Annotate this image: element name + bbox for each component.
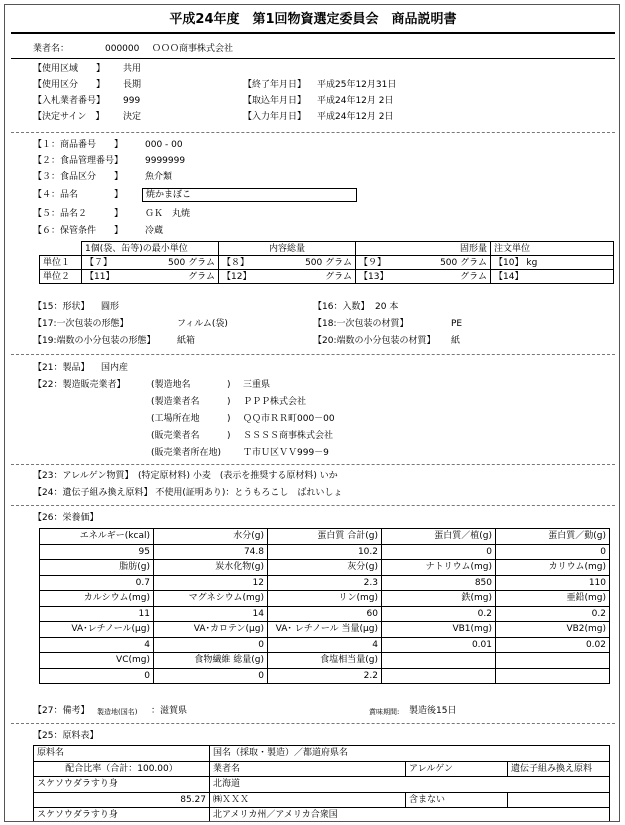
document-page <box>4 4 620 822</box>
table-header-cell: 1個(袋、缶等)の最小単位 <box>82 242 219 256</box>
expiry-value: 製造後15日 <box>409 706 457 716</box>
nutrient-value: 0 <box>496 544 610 560</box>
nutrition-value-row <box>40 575 610 591</box>
maker-row-value: ＳＳＳＳ商事株式会社 <box>243 431 334 441</box>
nutrient-label: VC(mg) <box>40 653 154 669</box>
product-code-label: 【１：商品番号 】 <box>33 140 124 150</box>
table-header-cell: 遺伝子組み換え原料 <box>508 761 610 777</box>
table-cell: 【13】 <box>356 270 411 284</box>
inner-form-value: フィルム(袋) <box>177 319 228 329</box>
table-cell: グラム <box>411 270 491 284</box>
use-class-label: 【使用区分 】 <box>33 80 106 90</box>
table-cell: 【14】 <box>491 270 614 284</box>
shape-label: 【15：形状】 <box>33 302 90 312</box>
table-cell: 含まない <box>406 792 508 808</box>
nutrient-value: 60 <box>268 606 382 622</box>
maker-row-paren: ) <box>227 380 231 390</box>
remarks-origin-value: ：滋賀県 <box>151 706 188 716</box>
nutrient-label: マグネシウム(mg) <box>154 591 268 607</box>
decision-label: 【決定サイン 】 <box>33 112 105 122</box>
inner-form-label: 【17:一次包装の形態】 <box>33 319 129 329</box>
unit-table <box>39 241 614 284</box>
origin-label: 【21：製品】 <box>33 363 90 373</box>
nutrition-label-row <box>40 591 610 607</box>
nutrition-label-row <box>40 560 610 576</box>
nutrient-label: VA･カロテン(μg) <box>154 622 268 638</box>
nutrient-value: 0.2 <box>382 606 496 622</box>
shape-value: 圓形 <box>101 302 120 312</box>
nutrient-label: カルシウム(mg) <box>40 591 154 607</box>
outer-form-label: 【19:端数の小分包装の形態】 <box>33 336 156 346</box>
nutrient-label: VA･レチノール(μg) <box>40 622 154 638</box>
divider <box>11 723 615 724</box>
count-label: 【16：入数】 <box>313 302 370 312</box>
maker-row-key: (販売業者所在地) <box>151 448 222 458</box>
nutrient-value: 0.02 <box>496 637 610 653</box>
maker-row-value: 三重県 <box>243 380 271 390</box>
nutrient-value: 4 <box>268 637 382 653</box>
table-header-cell: 注文単位 <box>491 242 614 256</box>
table-cell: 【11】 <box>82 270 137 284</box>
nutrient-value <box>496 668 610 684</box>
table-cell: 【８】 <box>219 256 274 270</box>
inner-material-label: 【18:一次包装の材質】 <box>313 319 409 329</box>
title-rule <box>11 32 615 34</box>
food-category-value: 魚介類 <box>145 172 173 182</box>
page-title: 平成24年度 第1回物資選定委員会 商品説明書 <box>169 12 457 27</box>
input-date-value: 平成24年12月 2日 <box>317 112 394 122</box>
nutrition-value-row <box>40 606 610 622</box>
decision-value: 決定 <box>123 112 142 122</box>
nutrient-label <box>382 653 496 669</box>
gmo-line: 【24：遺伝子組み換え原料】 不使用(証明あり)：とうもろこし ばれいしょ <box>33 488 343 498</box>
storage-label: 【６：保管条件 】 <box>33 226 124 236</box>
allergen-line: 【23：アレルゲン物質】 (特定原材料) 小麦 (表示を推奨する原材料) いか <box>33 471 338 481</box>
product-code-value: 000 - 00 <box>145 140 183 150</box>
table-cell: 【７】 <box>82 256 137 270</box>
nutrient-value: 110 <box>496 575 610 591</box>
divider <box>11 354 615 355</box>
table-cell: グラム <box>274 270 356 284</box>
table-cell <box>508 792 610 808</box>
nutrition-table <box>39 528 610 684</box>
receive-date-label: 【取込年月日】 <box>243 96 307 106</box>
maker-row-value: ＱＱ市ＲＲ町000－00 <box>243 414 335 424</box>
nutrient-value: 0.7 <box>40 575 154 591</box>
table-cell: スケソウダラすり身 <box>34 808 210 823</box>
nutrient-label: リン(mg) <box>268 591 382 607</box>
nutrient-label: VB2(mg) <box>496 622 610 638</box>
outer-material-label: 【20:端数の小分包装の材質】 <box>313 336 436 346</box>
table-header-cell: 固形量 <box>356 242 491 256</box>
table-cell: 北アメリカ州／アメリカ合衆国 <box>210 808 610 823</box>
nutrient-value: 2.2 <box>268 668 382 684</box>
table-row <box>40 270 614 284</box>
nutrient-label: エネルギー(kcal) <box>40 529 154 545</box>
table-cell: 単位１ <box>40 256 82 270</box>
nutrient-label: 脂肪(g) <box>40 560 154 576</box>
table-cell: 北海道 <box>210 777 610 793</box>
table-header-cell: アレルゲン <box>406 761 508 777</box>
table-cell: 単位２ <box>40 270 82 284</box>
nutrient-label: 鉄(mg) <box>382 591 496 607</box>
nutrition-value-row <box>40 637 610 653</box>
nutrient-label: 食物繊維 総量(g) <box>154 653 268 669</box>
nutrient-value: 74.8 <box>154 544 268 560</box>
table-cell: ㈱ＸＸＸ <box>210 792 406 808</box>
divider <box>11 505 615 506</box>
nutrition-label-row <box>40 529 610 545</box>
inner-material-value: PE <box>451 319 463 329</box>
outer-material-value: 紙 <box>451 336 461 346</box>
product-name-label: 【４：品名 】 <box>33 190 124 200</box>
table-header-cell: 内容総量 <box>219 242 356 256</box>
table-cell <box>40 242 82 256</box>
receive-date-value: 平成24年12月 2日 <box>317 96 394 106</box>
nutrition-title: 【26：栄養価】 <box>33 513 99 523</box>
unit-table-header <box>40 242 614 256</box>
table-row <box>34 746 610 762</box>
product-name2-label: 【５：品名２ 】 <box>33 209 124 219</box>
nutrient-value: 0 <box>382 544 496 560</box>
table-cell: 500 グラム <box>274 256 356 270</box>
maker-row-paren: ) <box>227 414 231 424</box>
nutrition-label-row <box>40 622 610 638</box>
count-value: 20 本 <box>375 302 399 312</box>
nutrient-value: 11 <box>40 606 154 622</box>
maker-row-value: Ｔ市Ｕ区ＶＶ999－9 <box>243 448 329 458</box>
table-header-cell: 配合比率（合計：100.00） <box>34 761 210 777</box>
origin-value: 国内産 <box>101 363 129 373</box>
nutrition-label-row <box>40 653 610 669</box>
mgmt-no-label: 【２：食品管理番号】 <box>33 156 124 166</box>
divider <box>11 58 615 59</box>
table-row <box>34 761 610 777</box>
maker-row-paren: ) <box>227 397 231 407</box>
nutrient-value <box>382 668 496 684</box>
remarks-label: 【27：備考】 <box>33 706 90 716</box>
table-header-cell: 国名（採取・製造）／都道府県名 <box>210 746 610 762</box>
remarks-origin-label: 製造地(国名) <box>97 708 138 716</box>
materials-title: 【25：原料表】 <box>33 731 99 741</box>
table-cell: 500 グラム <box>411 256 491 270</box>
table-cell: 【12】 <box>219 270 274 284</box>
nutrient-value: 0 <box>40 668 154 684</box>
outer-form-value: 紙箱 <box>177 336 196 346</box>
nutrient-label: ナトリウム(mg) <box>382 560 496 576</box>
bid-no-label: 【入札業者番号】 <box>33 96 106 106</box>
nutrient-value: 10.2 <box>268 544 382 560</box>
nutrient-value: 0.2 <box>496 606 610 622</box>
nutrient-label <box>496 653 610 669</box>
nutrient-label: VA･ レチノール 当量(μg) <box>268 622 382 638</box>
nutrition-value-row <box>40 668 610 684</box>
input-date-label: 【入力年月日】 <box>243 112 307 122</box>
maker-label: 【22：製造販売業者】 <box>33 380 126 390</box>
storage-value: 冷蔵 <box>145 226 164 236</box>
food-category-label: 【３：食品区分 】 <box>33 172 124 182</box>
maker-row-paren: ) <box>227 431 231 441</box>
maker-row-key: (製造地名 <box>151 380 191 390</box>
use-class-value: 長期 <box>123 80 142 90</box>
nutrient-value: 95 <box>40 544 154 560</box>
nutrition-value-row <box>40 544 610 560</box>
table-row <box>34 777 610 793</box>
company-label: 業者名： <box>33 44 70 54</box>
end-date-value: 平成25年12月31日 <box>317 80 397 90</box>
company-name: ＯＯＯ商事株式会社 <box>152 44 234 54</box>
table-cell: 【９】 <box>356 256 411 270</box>
table-cell: 85.27 <box>34 792 210 808</box>
mgmt-no-value: 9999999 <box>145 156 186 166</box>
maker-row-key: (製造業者名 <box>151 397 200 407</box>
table-row <box>34 792 610 808</box>
use-area-label: 【使用区域 】 <box>33 64 106 74</box>
nutrient-label: 蛋白質 合計(g) <box>268 529 382 545</box>
nutrient-label: 亜鉛(mg) <box>496 591 610 607</box>
nutrient-label: 水分(g) <box>154 529 268 545</box>
table-cell: スケソウダラすり身 <box>34 777 210 793</box>
end-date-label: 【終了年月日】 <box>243 80 307 90</box>
divider <box>11 464 615 465</box>
nutrient-label: 蛋白質／動(g) <box>496 529 610 545</box>
nutrient-value: 2.3 <box>268 575 382 591</box>
expiry-label: 賞味期間: <box>369 708 400 716</box>
nutrient-label: 炭水化物(g) <box>154 560 268 576</box>
nutrient-value: 14 <box>154 606 268 622</box>
nutrient-label: VB1(mg) <box>382 622 496 638</box>
table-cell: 500 グラム <box>137 256 219 270</box>
nutrient-label: カリウム(mg) <box>496 560 610 576</box>
nutrient-value: 4 <box>40 637 154 653</box>
table-row <box>40 256 614 270</box>
nutrient-value: 0.01 <box>382 637 496 653</box>
use-area-value: 共用 <box>123 64 142 74</box>
bid-no-value: 999 <box>123 96 141 106</box>
order-unit: kg <box>526 257 538 268</box>
product-name-box: 焼かまぼこ <box>142 188 357 202</box>
table-header-cell: 業者名 <box>210 761 406 777</box>
maker-row-value: ＰＰＰ株式会社 <box>243 397 307 407</box>
divider <box>11 132 615 133</box>
table-row <box>34 808 610 823</box>
maker-row-key: (販売業者名 <box>151 431 200 441</box>
table-cell <box>491 256 614 270</box>
company-code: 000000 <box>105 44 140 54</box>
table-header-cell: 原料名 <box>34 746 210 762</box>
maker-row-key: (工場所在地 <box>151 414 200 424</box>
nutrient-value: 12 <box>154 575 268 591</box>
nutrient-label: 灰分(g) <box>268 560 382 576</box>
materials-table <box>33 745 610 822</box>
table-cell: グラム <box>137 270 219 284</box>
nutrient-value: 850 <box>382 575 496 591</box>
nutrient-value: 0 <box>154 668 268 684</box>
order-tag: 【10】 <box>494 257 524 268</box>
nutrient-label: 蛋白質／植(g) <box>382 529 496 545</box>
nutrient-label: 食塩相当量(g) <box>268 653 382 669</box>
product-name2-value: ＧＫ 丸焼 <box>145 209 191 219</box>
nutrient-value: 0 <box>154 637 268 653</box>
